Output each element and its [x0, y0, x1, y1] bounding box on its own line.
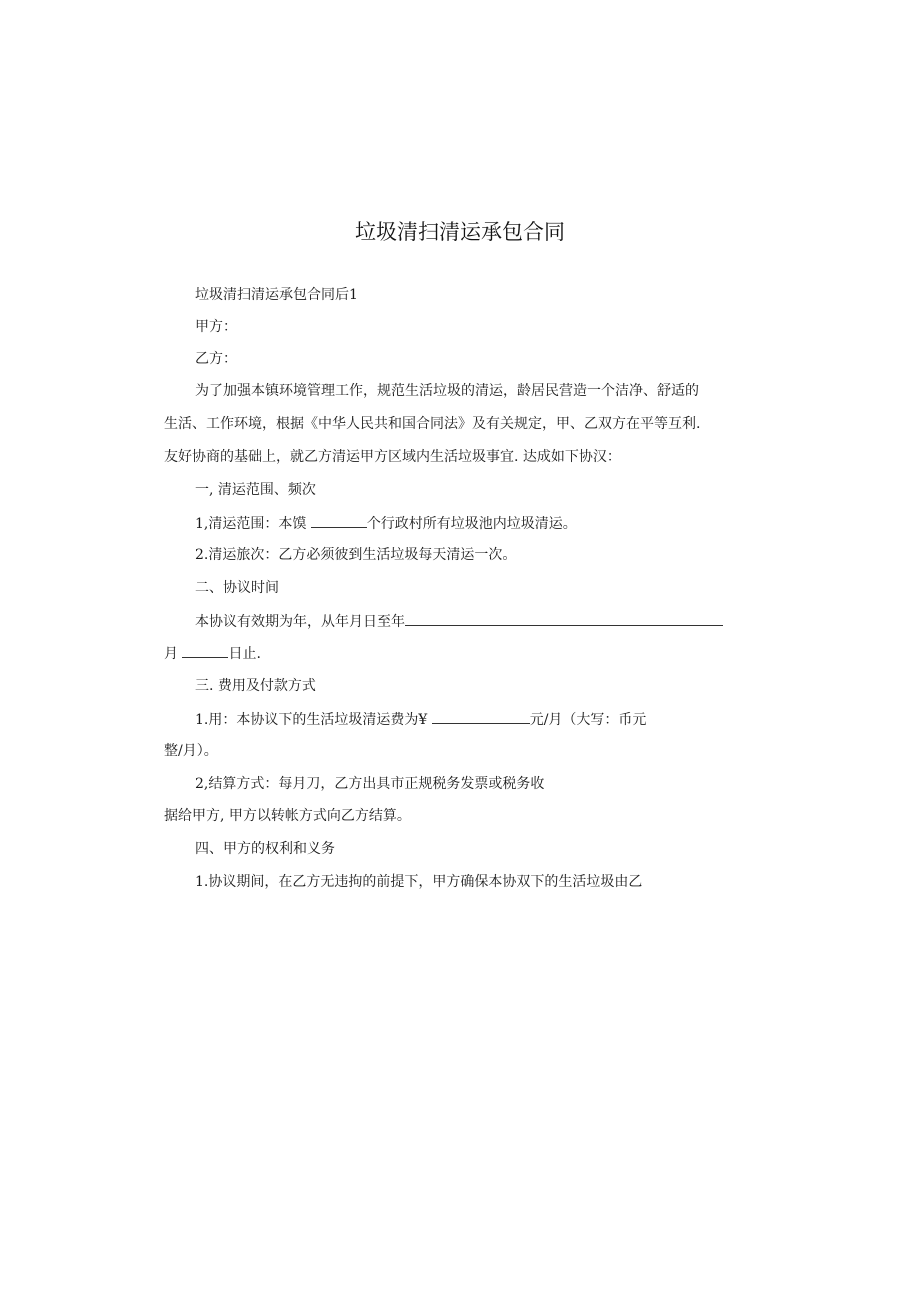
- clause-3-2-line-2: 据给甲方, 甲方以转帐方式向乙方结算。: [164, 808, 411, 824]
- village-count-blank: [311, 513, 367, 528]
- term-end-date-blank: [405, 611, 723, 626]
- clause-4-1: 1.协议期间，在乙方无违拘的前提下，甲方确保本协双下的生活垃圾由乙: [195, 874, 643, 890]
- clause-1-1-suffix: 个行政村所有垃圾池内垃圾清运。: [366, 516, 577, 532]
- fee-amount-blank: [432, 709, 530, 724]
- document-subtitle: 垃圾清扫清运承包合同后1: [195, 287, 358, 303]
- term-end-month-blank: [182, 643, 228, 658]
- section-1-heading: 一, 清运范围、频次: [195, 482, 316, 498]
- clause-1-1-prefix: 1,清运范围：本馍: [195, 516, 307, 532]
- term-line-1-text: 本协议有效期为年，从年月日至年: [195, 614, 405, 630]
- intro-paragraph-line-3: 友好协商的基础上，就乙方清运甲方区域内生活垃圾事宜. 达成如下协汉：: [164, 449, 621, 465]
- term-line-2: [164, 643, 261, 664]
- clause-3-1-line-2: 整/月）。: [164, 743, 218, 759]
- intro-paragraph-line-2: 生活、工作环境，根据《中华人民共和国合同法》及有关规定，甲、乙双方在平等互利.: [164, 416, 701, 432]
- term-line-1: [195, 611, 723, 632]
- intro-paragraph-line-1: 为了加强本镇环境管理工作，规范生活垃圾的清运，龄居民营造一个洁净、舒适的: [195, 383, 699, 399]
- party-b-label: 乙方：: [195, 351, 237, 367]
- clause-3-1-prefix: 1.用：本协议下的生活垃圾清运费为¥: [195, 712, 428, 728]
- party-a-label: 甲方：: [195, 319, 237, 335]
- clause-3-1-suffix: 元/月（大写：币元: [529, 712, 647, 728]
- term-line-2-prefix: 月: [164, 646, 178, 662]
- clause-3-1: [195, 709, 646, 730]
- clause-1-2: 2.清运旅次：乙方必须彼到生活垃圾每天清运一次。: [195, 547, 517, 563]
- section-2-heading: 二、协议时间: [195, 580, 279, 596]
- clause-1-1: [195, 513, 577, 534]
- clause-3-2-line-1: 2,结算方式：每月刀，乙方出具市正规税务发票或税务收: [195, 776, 545, 792]
- term-line-2-suffix: 日止.: [228, 646, 261, 662]
- section-3-heading: 三. 费用及付款方式: [195, 678, 316, 694]
- document-title: 垃圾清扫清运承包合同: [355, 220, 565, 244]
- section-4-heading: 四、甲方的权利和义务: [195, 841, 335, 857]
